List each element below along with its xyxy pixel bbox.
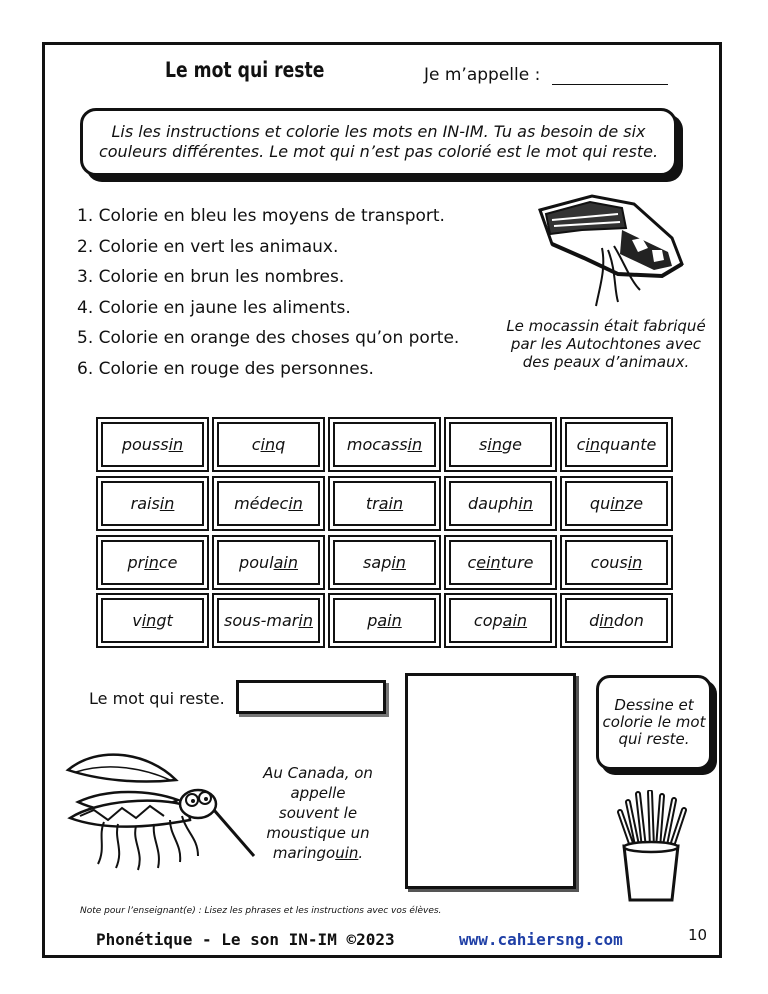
word-cell[interactable] [560,535,673,590]
word-cell[interactable] [212,476,325,531]
reste-label: Le mot qui reste. [89,689,225,708]
word-cell[interactable] [328,417,441,472]
word-text: dauphin [468,493,533,513]
word-cell[interactable] [212,535,325,590]
dessine-box [596,675,712,770]
word-text: médecin [234,493,303,513]
footer-website-link[interactable]: www.cahiersng.com [459,930,623,949]
word-text: quinze [589,493,644,513]
mosquito-icon [58,740,258,880]
word-text: copain [473,611,528,631]
word-cell[interactable] [560,417,673,472]
drawing-box[interactable] [405,673,576,889]
word-text: mocassin [346,435,423,454]
list-item: 2. Colorie en vert les animaux. [77,236,339,257]
word-text: train [365,493,404,513]
page-title: Le mot qui reste [165,58,325,82]
word-cell[interactable] [96,476,209,531]
canada-text-post: . [358,844,364,862]
word-text: poussin [121,435,184,454]
word-cell[interactable] [560,593,673,648]
word-cell[interactable] [328,535,441,590]
word-text: raisin [130,493,175,513]
word-text: cousin [590,552,643,572]
word-cell[interactable] [212,417,325,472]
canada-text [262,763,374,863]
name-label: Je m’appelle : [424,65,541,85]
word-text: pain [367,611,402,631]
word-text: cinquante [576,435,657,454]
word-text: prince [127,552,178,572]
list-item: 4. Colorie en jaune les aliments. [77,297,351,318]
dessine-text: Dessine et colorie le mot qui reste. [602,696,706,748]
word-cell[interactable] [212,593,325,648]
word-text: sous-marin [224,611,313,631]
list-item: 6. Colorie en rouge des personnes. [77,358,374,379]
name-field[interactable] [552,84,668,85]
word-text: sapin [363,552,406,572]
instructions-text: Lis les instructions et colorie les mots en IN-IM. Tu as besoin de six couleurs différentes. Le mot qui n’est pas colorié est le mot qui reste. [98,122,659,161]
word-cell[interactable] [444,417,557,472]
word-text: singe [479,435,522,454]
word-cell[interactable] [96,535,209,590]
word-cell[interactable] [96,593,209,648]
mocassin-icon [522,190,690,310]
word-cell[interactable] [444,593,557,648]
word-text: vingt [132,611,173,631]
teacher-note: Note pour l’enseignant(e) : Lisez les phrases et les instructions avec vos élèves. [80,906,442,916]
word-text: cinq [251,435,286,454]
pencil-cup-icon [608,790,698,905]
canada-text-pre: Au Canada, on appelle souvent le moustique un maringo [263,764,373,862]
word-cell[interactable] [444,476,557,531]
word-text: ceinture [467,552,534,572]
page-number: 10 [688,926,708,944]
instructions-box [80,108,677,176]
word-cell[interactable] [328,593,441,648]
word-cell[interactable] [328,476,441,531]
word-cell[interactable] [444,535,557,590]
canada-text-underlined: uin [335,844,359,862]
word-text: poulain [239,552,298,572]
list-item: 5. Colorie en orange des choses qu’on porte. [77,328,460,348]
list-item: 3. Colorie en brun les nombres. [77,267,345,287]
word-cell[interactable] [96,417,209,472]
footer-title: Phonétique - Le son IN-IM ©2023 [96,930,395,949]
word-text: dindon [589,611,644,631]
mocassin-caption: Le mocassin était fabriqué par les Autochtones avec des peaux d’animaux. [506,317,706,371]
reste-answer-box[interactable] [236,680,386,714]
list-item: 1. Colorie en bleu les moyens de transport. [77,206,445,226]
word-cell[interactable] [560,476,673,531]
instruction-list [77,204,459,387]
